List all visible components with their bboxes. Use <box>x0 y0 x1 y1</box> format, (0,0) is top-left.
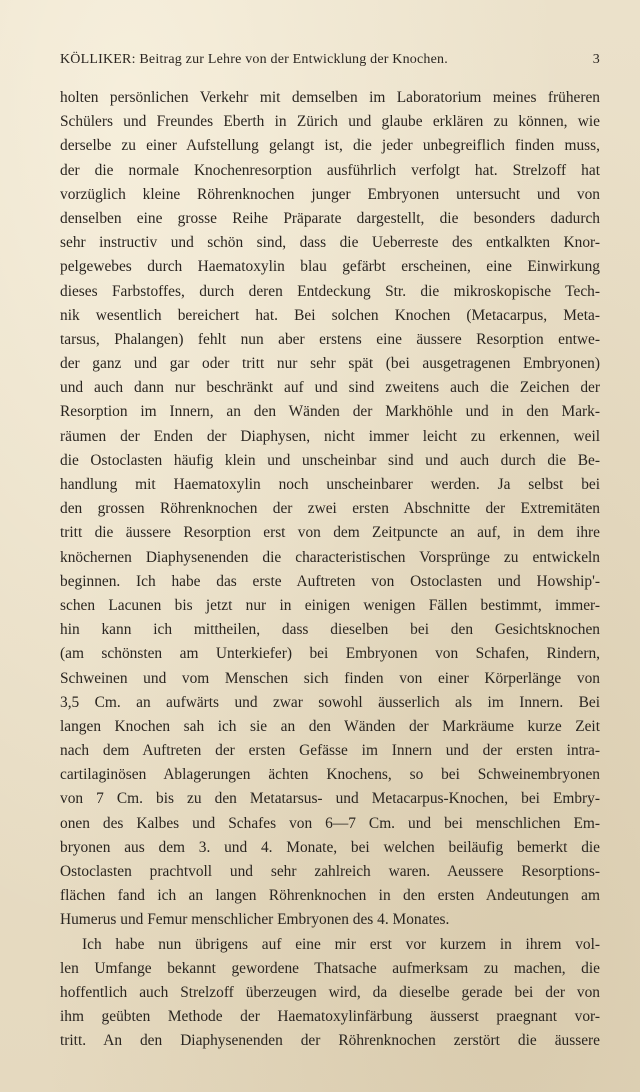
text-line: Schülers und Freundes Eberth in Zürich und glaube erklären zu können, wie <box>60 113 600 131</box>
text-line: knöchernen Diaphysenenden die characteristischen Vorsprünge zu entwickeln <box>60 548 600 566</box>
text-line: 3,5 Cm. an aufwärts und zwar sowohl äusserlich als im Innern. Bei <box>60 693 600 711</box>
text-line: die Ostoclasten häufig klein und unscheinbar sind und auch durch die Be- <box>60 451 600 469</box>
text-line: der ganz und gar oder tritt nur sehr spät (bei ausgetragenen Embryonen) <box>60 355 600 373</box>
text-line: tritt die äussere Resorption erst von dem Zeitpuncte an auf, in dem ihre <box>60 524 600 542</box>
text-line: von 7 Cm. bis zu den Metatarsus- und Metacarpus-Knochen, bei Embry- <box>60 790 600 808</box>
text-line: vorzüglich kleine Röhrenknochen junger Embryonen untersucht und von <box>60 185 600 203</box>
text-line: Resorption im Innern, an den Wänden der Markhöhle und in den Mark- <box>60 403 600 421</box>
running-header <box>60 52 600 72</box>
text-line: pelgewebes durch Haematoxylin blau gefärbt erscheinen, eine Einwirkung <box>60 258 600 276</box>
text-line: beginnen. Ich habe das erste Auftreten von Ostoclasten und Howship'- <box>60 572 600 590</box>
text-line: der die normale Knochenresorption ausführlich verfolgt hat. Strelzoff hat <box>60 161 600 179</box>
text-line: len Umfange bekannt gewordene Thatsache aufmerksam zu machen, die <box>60 959 600 977</box>
page-number: 3 <box>592 52 600 67</box>
running-title: KÖLLIKER: Beitrag zur Lehre von der Entwicklung der Knochen. <box>60 52 448 67</box>
text-line: tritt. An den Diaphysenenden der Röhrenknochen zerstört die äussere <box>60 1032 600 1050</box>
text-line: Humerus und Femur menschlicher Embryonen des 4. Monates. <box>60 911 450 929</box>
text-line: onen des Kalbes und Schafes von 6—7 Cm. und bei menschlichen Em- <box>60 814 600 832</box>
text-line: schen Lacunen bis jetzt nur in einigen wenigen Fällen bestimmt, immer- <box>60 596 600 614</box>
text-line: dieses Farbstoffes, durch deren Entdeckung Str. die mikroskopische Tech- <box>60 282 600 300</box>
text-line: flächen fand ich an langen Röhrenknochen in den ersten Andeutungen am <box>60 887 600 905</box>
text-line: derselbe zu einer Aufstellung gelangt ist, die jeder unbegreiflich finden muss, <box>60 137 600 155</box>
text-line: den grossen Röhrenknochen der zwei ersten Abschnitte der Extremitäten <box>60 500 600 518</box>
text-line: und auch dann nur beschränkt auf und sind zweitens auch die Zeichen der <box>60 379 600 397</box>
text-line: hoffentlich auch Strelzoff überzeugen wird, da dieselbe gerade bei der von <box>60 983 600 1001</box>
text-line: Ich habe nun übrigens auf eine mir erst vor kurzem in ihrem vol- <box>82 935 600 953</box>
text-line: nik wesentlich bereichert hat. Bei solchen Knochen (Metacarpus, Meta- <box>60 306 600 324</box>
text-line: bryonen aus dem 3. und 4. Monate, bei welchen beiläufig bemerkt die <box>60 838 600 856</box>
text-line: (am schönsten am Unterkiefer) bei Embryonen von Schafen, Rindern, <box>60 645 600 663</box>
text-line: cartilaginösen Ablagerungen ächten Knochens, so bei Schweinembryonen <box>60 766 600 784</box>
text-line: handlung mit Haematoxylin noch unscheinbarer werden. Ja selbst bei <box>60 476 600 493</box>
text-line: holten persönlichen Verkehr mit demselben im Laboratorium meines früheren <box>60 89 600 106</box>
text-line: denselben eine grosse Reihe Präparate dargestellt, die besonders dadurch <box>60 209 600 227</box>
text-line: langen Knochen sah ich sie an den Wänden der Markräume kurze Zeit <box>60 717 600 735</box>
text-line: hin kann ich mittheilen, dass dieselben bei den Gesichtsknochen <box>60 621 600 639</box>
text-line: Ostoclasten prachtvoll und sehr zahlreich waren. Aeussere Resorptions- <box>60 863 600 880</box>
text-line: räumen der Enden der Diaphysen, nicht immer leicht zu erkennen, weil <box>60 427 600 445</box>
text-line: tarsus, Phalangen) fehlt nun aber erstens eine äussere Resorption entwe- <box>60 330 600 348</box>
text-line: nach dem Auftreten der ersten Gefässe im Innern und der ersten intra- <box>60 742 600 760</box>
text-line: Schweinen und vom Menschen sich finden von einer Körperlänge von <box>60 669 600 687</box>
text-line: ihm geübten Methode der Haematoxylinfärbung äusserst praegnant vor- <box>60 1008 600 1026</box>
body-text <box>60 86 600 1054</box>
text-line: sehr instructiv und schön sind, dass die Ueberreste des entkalkten Knor- <box>60 234 600 252</box>
